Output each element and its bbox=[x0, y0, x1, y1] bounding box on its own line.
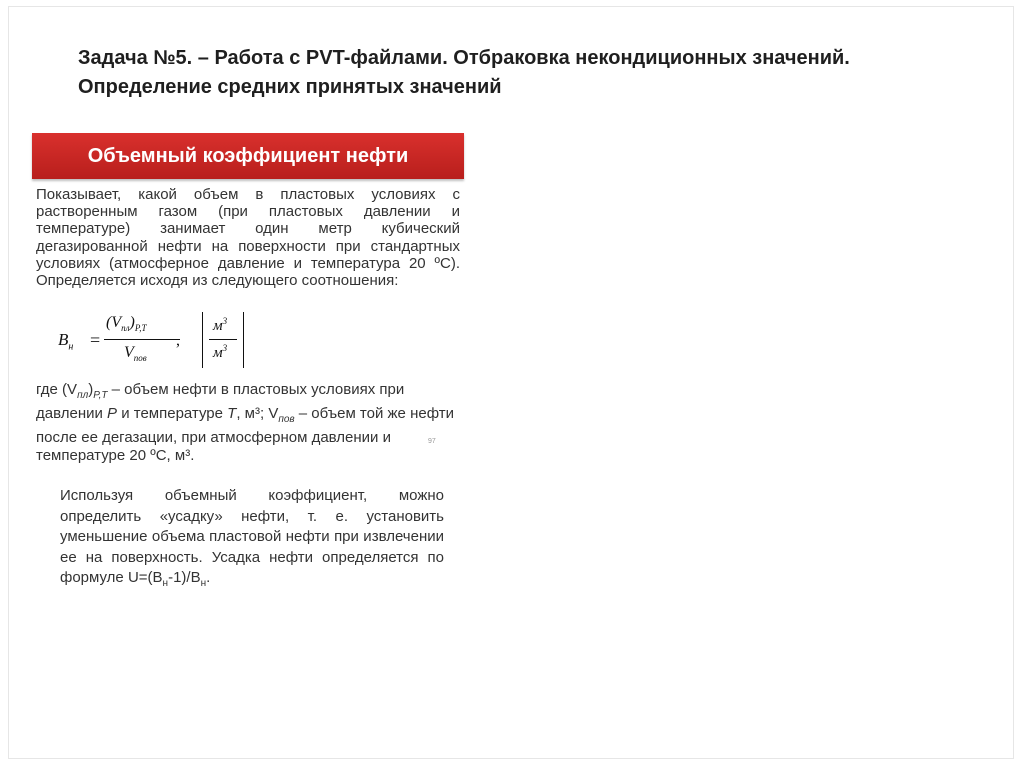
formula-lhs: $B_н$ bbox=[58, 330, 74, 353]
formula-unit-bar bbox=[209, 339, 237, 340]
formula-units bbox=[202, 312, 244, 368]
formula-unit-numerator: $м^3$ bbox=[213, 316, 228, 334]
section-banner bbox=[32, 133, 464, 179]
volume-factor-formula bbox=[58, 310, 278, 372]
formula-comma: , bbox=[176, 332, 180, 349]
formula-denominator: $V_{пов}$ bbox=[124, 344, 147, 364]
slide-title bbox=[78, 44, 978, 102]
formula-numerator: $(V_{пл})_{P,T}$ bbox=[106, 314, 147, 334]
section-banner-label: Объемный коэффициент нефти bbox=[87, 144, 409, 167]
slide-title-line-2: Определение средних принятых значений bbox=[78, 76, 502, 98]
formula-equals: = bbox=[90, 330, 101, 350]
formula-unit-denominator: $м^3$ bbox=[213, 343, 228, 361]
definition-paragraph: Показывает, какой объем в пластовых условиях с растворенным газом (при пластовых давлении и температуре) занимает один метр кубический дегазированной нефти на поверхности при стандартных условиях (атмосферное давление и температура 20 ºС). Определяется исходя из следующего соотношения: bbox=[36, 186, 460, 290]
page-number: 97 bbox=[428, 438, 436, 445]
formula-fraction-bar bbox=[104, 339, 180, 340]
formula-legend: где $(V_{пл})_{P,T}$ – объем нефти в пластовых условиях при давлении P и температуре T, м³; $V_{пов}$ – объем той же нефти после ее дегазации, при атмосферном давлении и температуре 20 ºС, м³. bbox=[36, 381, 454, 464]
shrinkage-paragraph: Используя объемный коэффициент, можно определить «усадку» нефти, т. е. установить уменьшение объема пластовой нефти при извлечении ее на поверхность. Усадка нефти определяется по формуле $U=(B_н-1)/B_н$. bbox=[60, 487, 444, 590]
slide-title-line-1: Задача №5. – Работа с PVT-файлами. Отбраковка некондиционных значений. bbox=[78, 47, 850, 69]
